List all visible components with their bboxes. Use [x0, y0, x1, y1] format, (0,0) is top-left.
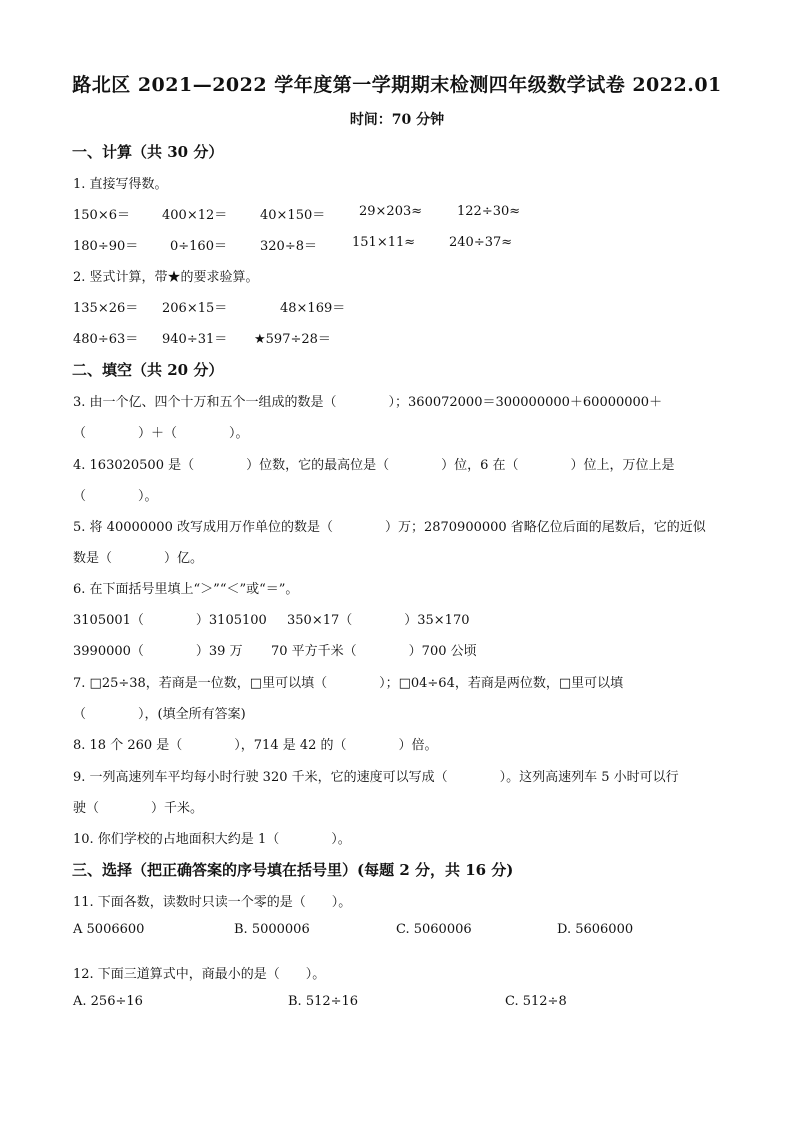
q6-r1-item-1: 3105001（ ）3105100: [73, 613, 267, 628]
q11-option-b: B. 5000006: [234, 922, 310, 937]
q6-r1-item-2: 350×17（ ）35×170: [287, 613, 470, 628]
q11-option-c: C. 5060006: [396, 922, 472, 937]
q2-text: 2. 竖式计算，带★的要求验算。: [73, 270, 259, 285]
q6-text: 6. 在下面括号里填上“＞”“＜”或“＝”。: [73, 582, 299, 597]
exam-title: 路北区 2021—2022 学年度第一学期期末检测四年级数学试卷 2022.01: [72, 74, 722, 96]
q7-line-2: （ ），(填全所有答案): [73, 707, 246, 722]
q3-line-1: 3. 由一个亿、四个十万和五个一组成的数是（ ）；360072000＝300000000＋60000000＋: [73, 395, 663, 410]
q10-text: 10. 你们学校的占地面积大约是 1（ ）。: [73, 832, 351, 847]
q11-option-a: A 5006600: [73, 922, 145, 937]
q2-r2-item-2: 940÷31＝: [162, 332, 228, 347]
q1-r1-item-1: 150×6＝: [73, 208, 130, 223]
q11-option-d: D. 5606000: [557, 922, 634, 937]
q5-line-1: 5. 将 40000000 改写成用万作单位的数是（ ）万；2870900000 省略亿位后面的尾数后，它的近似: [73, 520, 706, 535]
q1-r1-item-5: 122÷30≈: [457, 204, 521, 219]
q1-r2-item-2: 0÷160＝: [170, 239, 227, 254]
q11-text: 11. 下面各数，读数时只读一个零的是（ ）。: [73, 895, 352, 910]
q2-r2-item-1: 480÷63＝: [73, 332, 139, 347]
q1-r1-item-4: 29×203≈: [359, 204, 423, 219]
section-1-heading: 一、计算（共 30 分）: [72, 143, 224, 161]
q1-r2-item-1: 180÷90＝: [73, 239, 139, 254]
q1-r1-item-3: 40×150＝: [260, 208, 326, 223]
q4-line-1: 4. 163020500 是（ ）位数，它的最高位是（ ）位，6 在（ ）位上，万位上是: [73, 458, 675, 473]
section-3-heading: 三、选择（把正确答案的序号填在括号里）(每题 2 分，共 16 分): [72, 861, 514, 879]
q7-line-1: 7. □25÷38，若商是一位数，□里可以填（ ）；□04÷64，若商是两位数，□里可以填: [73, 676, 624, 691]
q1-r2-item-3: 320÷8＝: [260, 239, 317, 254]
q6-r2-item-1: 3990000（ ）39 万: [73, 644, 243, 659]
q6-r2-item-2: 70 平方千米（ ）700 公顷: [271, 644, 477, 659]
q12-text: 12. 下面三道算式中，商最小的是（ ）。: [73, 967, 326, 982]
q3-line-2: （ ）＋（ ）。: [73, 426, 249, 441]
q2-r1-item-1: 135×26＝: [73, 301, 139, 316]
q1-r1-item-2: 400×12＝: [162, 208, 228, 223]
q9-line-1: 9. 一列高速列车平均每小时行驶 320 千米，它的速度可以写成（ ）。这列高速列车 5 小时可以行: [73, 770, 679, 785]
q5-line-2: 数是（ ）亿。: [73, 551, 204, 566]
q1-text: 1. 直接写得数。: [73, 177, 168, 192]
q12-option-c: C. 512÷8: [505, 994, 567, 1009]
q2-r2-item-3: ★597÷28＝: [254, 332, 331, 347]
q8-text: 8. 18 个 260 是（ ），714 是 42 的（ ）倍。: [73, 738, 438, 753]
q2-r1-item-3: 48×169＝: [280, 301, 346, 316]
q2-r1-item-2: 206×15＝: [162, 301, 228, 316]
q1-r2-item-5: 240÷37≈: [449, 235, 513, 250]
exam-duration: 时间：70 分钟: [349, 112, 445, 128]
q12-option-b: B. 512÷16: [288, 994, 359, 1009]
section-2-heading: 二、填空（共 20 分）: [72, 361, 224, 379]
q1-r2-item-4: 151×11≈: [352, 235, 416, 250]
q4-line-2: （ ）。: [73, 489, 158, 504]
q12-option-a: A. 256÷16: [73, 994, 143, 1009]
q9-line-2: 驶（ ）千米。: [73, 801, 204, 816]
